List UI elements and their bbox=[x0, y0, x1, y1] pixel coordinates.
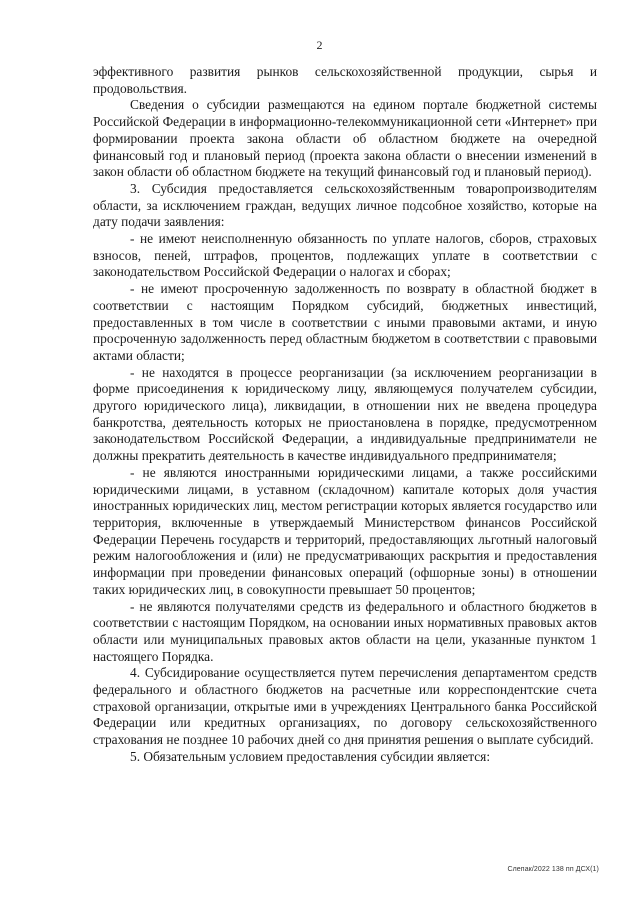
list-item-not-foreign-entity: - не являются иностранными юридическими лицами, а также российскими юридическими лицами, в уставном (складочном) капитале которых доля участия иностранных юридических лиц, местом регистрации которых является государство или территория, включенные в утверждаемый Министерством финансов Российской Федерации Перечень государств и территорий, предоставляющих льготный налоговый режим налогообложения и (или) не предусматривающих раскрытия и предоставления информации при проведении финансовых операций (офшорные зоны) в отношении таких юридических лиц, в совокупности превышает 50 процентов; bbox=[93, 464, 597, 597]
list-item-no-overdue-debt: - не имеют просроченную задолженность по возврату в областной бюджет в соответствии с настоящим Порядком субсидий, бюджетных инвестиций, предоставленных в том числе в соответствии с иными правовыми актами, и иную просроченную задолженность перед областным бюджетом в соответствии с правовыми актами области; bbox=[93, 281, 597, 363]
list-item-no-reorganization: - не находятся в процессе реорганизации (за исключением реорганизации в форме присоединения к юридическому лицу, являющемуся получателем субсидии, другого юридического лица), ликвидации, в отношении них не введена процедура банкротства, деятельность которых не приостановлена в порядке, предусмотренном законодательством Российской Федерации, а индивидуальные предприниматели не должны прекратить деятельность в качестве индивидуального предпринимателя; bbox=[93, 364, 597, 464]
paragraph-item-5: 5. Обязательным условием предоставления субсидии является: bbox=[130, 748, 491, 764]
paragraph-item-3: 3. Субсидия предоставляется сельскохозяйственным товаропроизводителям области, за исключением граждан, ведущих личное подсобное хозяйство, которые на дату подачи заявления: bbox=[93, 180, 597, 230]
list-item-no-tax-debt: - не имеют неисполненную обязанность по уплате налогов, сборов, страховых взносов, пеней, штрафов, процентов, подлежащих уплате в соответствии с законодательством Российской Федерации о налогах и сборах; bbox=[93, 231, 597, 280]
paragraph-continuation: эффективного развития рынков сельскохозяйственной продукции, сырья и продовольствия. bbox=[93, 64, 597, 96]
paragraph-item-4: 4. Субсидирование осуществляется путем перечисления департаментом средств федерального и областного бюджетов на расчетные или корреспондентские счета страховой организации, открытые ими в учреждениях Центрального банка Российской Федерации или кредитных организациях, по договору сельскохозяйственного страхования не позднее 10 рабочих дней со дня принятия решения о выплате субсидий. bbox=[93, 665, 597, 748]
document-body bbox=[93, 64, 597, 766]
page-number: 2 bbox=[316, 38, 323, 52]
footer-document-code: Слепак/2022 138 пп ДСХ(1) bbox=[507, 866, 599, 873]
list-item-not-recipient: - не являются получателями средств из федерального и областного бюджетов в соответствии с настоящим Порядком, на основании иных нормативных правовых актов области или муниципальных правовых актов области на цели, указанные пунктом 1 настоящего Порядка. bbox=[93, 598, 597, 664]
paragraph-subsidy-info: Сведения о субсидии размещаются на едином портале бюджетной системы Российской Федерации в информационно-телекоммуникационной сети «Интернет» при формировании проекта закона области об областном бюджете на очередной финансовый год и плановый период (проекта закона области о внесении изменений в закон области об областном бюджете на текущий финансовый год и плановый период). bbox=[93, 97, 597, 180]
